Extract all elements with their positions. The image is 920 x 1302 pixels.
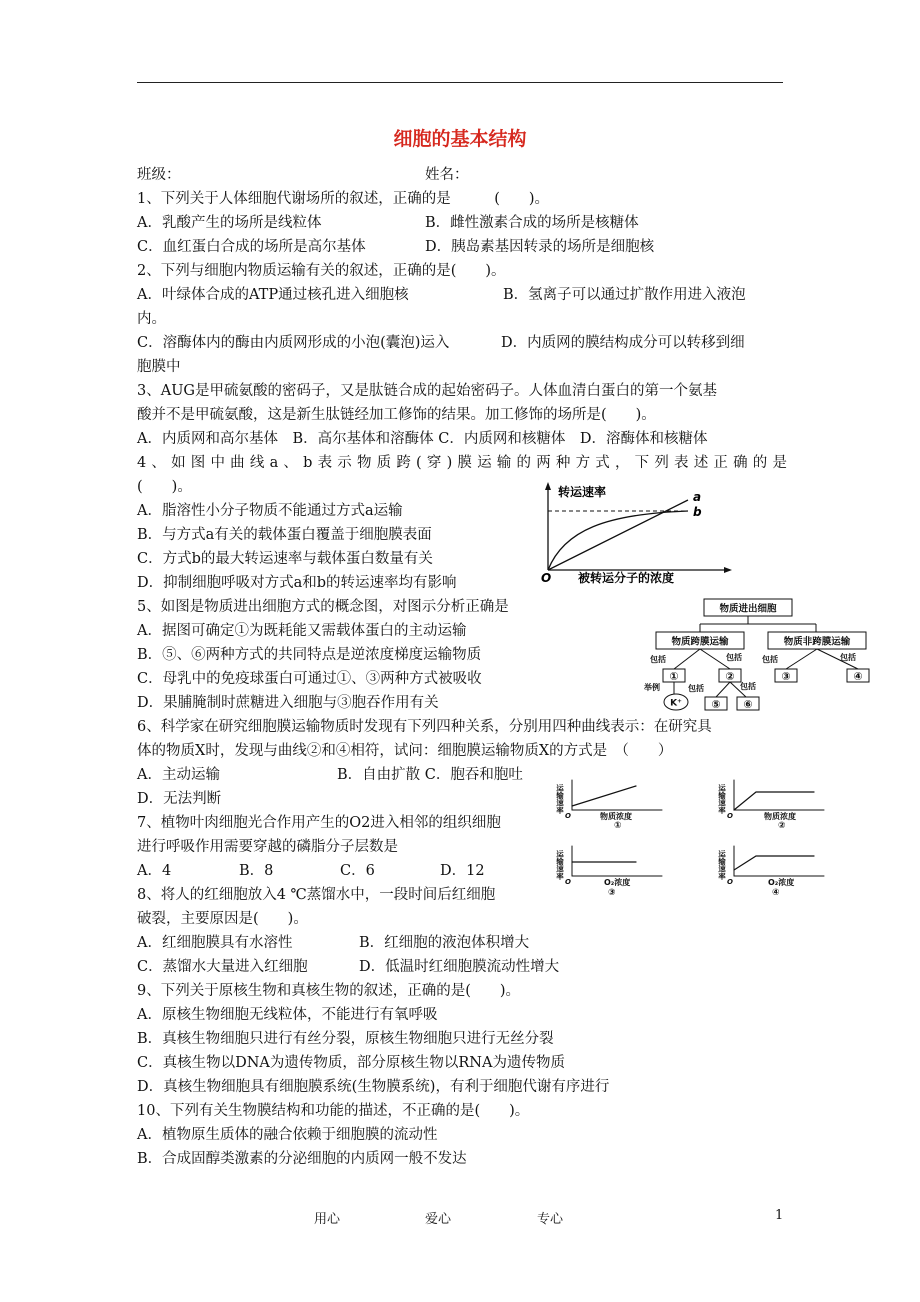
q2-option-c: C．溶酶体内的酶由内质网形成的小泡(囊泡)运入 xyxy=(137,335,450,351)
q3-options: A．内质网和高尔基体 B．高尔基体和溶酶体 C．内质网和核糖体 D．溶酶体和核糖体 xyxy=(137,431,708,447)
q6-panel-2 xyxy=(717,780,824,831)
q1-stem: 1、下列关于人体细胞代谢场所的叙述，正确的是 ( )。 xyxy=(137,191,550,207)
q5-option-b: B．⑤、⑥两种方式的共同特点是逆浓度梯度运输物质 xyxy=(137,647,482,663)
q4-curve-b-label: b xyxy=(693,505,702,519)
q4-curve-b xyxy=(548,511,688,570)
q6-curve-4 xyxy=(734,856,814,870)
q6-xlabel-3: O₂浓度 xyxy=(604,878,631,887)
q6-caption-4: ④ xyxy=(772,888,780,898)
q8-options-cd xyxy=(137,955,787,979)
q1-option-c: C．血红蛋白合成的场所是高尔基体 xyxy=(137,239,366,255)
q6-xlabel-2: 物质浓度 xyxy=(764,812,796,821)
q5-node-6: ⑥ xyxy=(743,698,753,711)
q6-origin-1: O xyxy=(565,812,571,820)
q5-option-a: A．据图可确定①为既耗能又需载体蛋白的主动运输 xyxy=(137,623,467,639)
q5-node-1: ① xyxy=(669,670,679,683)
q6-curve-2 xyxy=(734,792,814,810)
q5-include-3: 包括 xyxy=(762,655,778,664)
name-label: 姓名： xyxy=(425,167,469,183)
q5-example-label: 举例 xyxy=(644,683,660,692)
q7-option-b: B．8 xyxy=(239,863,274,879)
q6-panel-3 xyxy=(555,846,662,898)
q5-node-5: ⑤ xyxy=(711,698,721,711)
q6-xlabel-4: O₂浓度 xyxy=(768,878,795,887)
q4-curve-a-label: a xyxy=(693,490,702,504)
q6-stem-line1: 6、科学家在研究细胞膜运输物质时发现有下列四种关系，分别用四种曲线表示：在研究具 xyxy=(137,719,712,735)
form-row xyxy=(137,163,787,187)
q5-right-label: 物质非跨膜运输 xyxy=(783,636,851,648)
q6-panel-1 xyxy=(555,780,662,831)
q5-option-c: C．母乳中的免疫球蛋白可通过①、③两种方式被吸收 xyxy=(137,671,482,687)
header-rule xyxy=(137,82,783,83)
class-label: 班级： xyxy=(137,167,181,183)
q4-x-arrow xyxy=(724,567,732,573)
q6-stem-line2: 体的物质X时，发现与曲线②和④相符，试问：细胞膜运输物质X的方式是 （ ） xyxy=(137,743,673,759)
q9-option-d: D．真核生物细胞具有细胞膜系统(生物膜系统)，有利于细胞代谢有序进行 xyxy=(137,1079,610,1095)
q9-option-a: A．原核生物细胞无线粒体，不能进行有氧呼吸 xyxy=(137,1007,438,1023)
q2-stem: 2、下列与细胞内物质运输有关的叙述，正确的是( )。 xyxy=(137,263,506,279)
q2-options-cd xyxy=(137,331,787,355)
q8-options-ab xyxy=(137,931,787,955)
q6-xlabel-1: 物质浓度 xyxy=(600,812,632,821)
q1-option-d: D．胰岛素基因转录的场所是细胞核 xyxy=(425,239,655,255)
q10-option-a: A．植物原生质体的融合依赖于细胞膜的流动性 xyxy=(137,1127,438,1143)
q5-root-label: 物质进出细胞 xyxy=(719,603,777,615)
q6-ylabel-2: 运输速率 xyxy=(717,784,727,814)
q6-curve-1 xyxy=(572,786,636,806)
q4-option-d: D．抑制细胞呼吸对方式a和b的转运速率均有影响 xyxy=(137,575,457,591)
q6-option-bc: B．自由扩散 C．胞吞和胞吐 xyxy=(337,767,523,783)
q7-stem-line2: 进行呼吸作用需要穿越的磷脂分子层数是 xyxy=(137,839,398,855)
q5-include-5: 包括 xyxy=(688,684,704,693)
q6-caption-3: ③ xyxy=(608,888,616,898)
q4-option-a: A．脂溶性小分子物质不能通过方式a运输 xyxy=(137,503,403,519)
q5-node-3: ③ xyxy=(781,670,791,683)
q7-option-a: A．4 xyxy=(137,863,172,879)
q5-include-2: 包括 xyxy=(726,653,742,662)
q4-stem-line1: 4、如图中曲线a、b表示物质跨(穿)膜运输的两种方式，下列表述正确的是 xyxy=(137,455,787,471)
q2-option-b-cont: 内。 xyxy=(137,311,166,327)
q6-ylabel-4: 运输速率 xyxy=(717,850,727,880)
q5-ion-label: K⁺ xyxy=(670,698,682,709)
q4-option-c: C．方式b的最大转运速率与载体蛋白数量有关 xyxy=(137,551,433,567)
q7-option-d: D．12 xyxy=(440,863,485,879)
q9-option-b: B．真核生物细胞只进行有丝分裂，原核生物细胞只进行无丝分裂 xyxy=(137,1031,554,1047)
q6-option-a: A．主动运输 xyxy=(137,767,220,783)
q10-stem: 10、下列有关生物膜结构和功能的描述，不正确的是( )。 xyxy=(137,1103,530,1119)
q6-caption-1: ① xyxy=(614,821,622,831)
q9-option-c: C．真核生物以DNA为遗传物质，部分原核生物以RNA为遗传物质 xyxy=(137,1055,565,1071)
q6-origin-4: O xyxy=(727,878,733,886)
q2-option-b: B．氢离子可以通过扩散作用进入液泡 xyxy=(503,287,746,303)
q4-y-arrow xyxy=(545,482,551,490)
footer-word-3: 专心 xyxy=(537,1212,564,1227)
q8-stem-line2: 破裂，主要原因是( )。 xyxy=(137,911,308,927)
q6-panel-4 xyxy=(717,846,824,898)
q6-option-d: D．无法判断 xyxy=(137,791,222,807)
q4-option-b: B．与方式a有关的载体蛋白覆盖于细胞膜表面 xyxy=(137,527,432,543)
q6-ylabel-1: 运输速率 xyxy=(555,784,565,814)
footer-word-2: 爱心 xyxy=(425,1212,452,1227)
q6-origin-2: O xyxy=(727,812,733,820)
q4-stem-line2: ( )。 xyxy=(137,479,192,495)
q5-concept-map xyxy=(640,596,900,716)
q3-stem-line2: 酸并不是甲硫氨酸，这是新生肽链经加工修饰的结果。加工修饰的场所是( )。 xyxy=(137,407,656,423)
footer-word-1: 用心 xyxy=(314,1212,341,1227)
q8-stem-line1: 8、将人的红细胞放入4 ℃蒸馏水中，一段时间后红细胞 xyxy=(137,887,496,903)
q5-option-d: D．果脯腌制时蔗糖进入细胞与③胞吞作用有关 xyxy=(137,695,439,711)
q7-stem-line1: 7、植物叶肉细胞光合作用产生的O2进入相邻的组织细胞 xyxy=(137,815,501,831)
q1-options-ab xyxy=(137,211,787,235)
q1-options-cd xyxy=(137,235,787,259)
q1-option-b: B．雌性激素合成的场所是核糖体 xyxy=(425,215,639,231)
q6-curves-figure xyxy=(552,776,842,900)
q5-left-label: 物质跨膜运输 xyxy=(671,636,729,648)
q8-option-d: D．低温时红细胞膜流动性增大 xyxy=(359,959,560,975)
q7-option-c: C．6 xyxy=(340,863,375,879)
q2-options-ab xyxy=(137,283,787,307)
q5-node-4: ④ xyxy=(853,670,863,683)
page-number: 1 xyxy=(775,1208,784,1223)
q4-origin: O xyxy=(541,571,552,584)
q3-stem-line1: 3、AUG是甲硫氨酸的密码子，又是肽链合成的起始密码子。人体血清白蛋白的第一个氨基 xyxy=(137,383,717,399)
q4-ylabel: 转运速率 xyxy=(558,485,607,499)
q8-option-c: C．蒸馏水大量进入红细胞 xyxy=(137,959,308,975)
q5-include-1: 包括 xyxy=(650,655,666,664)
q6-origin-3: O xyxy=(565,878,571,886)
q8-option-b: B．红细胞的液泡体积增大 xyxy=(359,935,530,951)
q5-include-6: 包括 xyxy=(740,682,756,691)
q5-stem: 5、如图是物质进出细胞方式的概念图，对图示分析正确是 xyxy=(137,599,509,615)
q9-stem: 9、下列关于原核生物和真核生物的叙述，正确的是( )。 xyxy=(137,983,521,999)
page-title: 细胞的基本结构 xyxy=(393,128,527,150)
q10-option-b: B．合成固醇类激素的分泌细胞的内质网一般不发达 xyxy=(137,1151,467,1167)
q5-include-4: 包括 xyxy=(840,653,856,662)
q4-xlabel: 被转运分子的浓度 xyxy=(578,571,675,584)
q6-ylabel-3: 运输速率 xyxy=(555,850,565,880)
q4-transport-rate-figure xyxy=(536,478,736,584)
q8-option-a: A．红细胞膜具有水溶性 xyxy=(137,935,293,951)
q2-option-d-cont: 胞膜中 xyxy=(137,359,181,375)
q2-option-a: A．叶绿体合成的ATP通过核孔进入细胞核 xyxy=(137,287,409,303)
q2-option-d: D．内质网的膜结构成分可以转移到细 xyxy=(501,335,745,351)
q1-option-a: A．乳酸产生的场所是线粒体 xyxy=(137,215,322,231)
q6-caption-2: ② xyxy=(778,821,786,831)
q5-node-2: ② xyxy=(725,670,735,683)
